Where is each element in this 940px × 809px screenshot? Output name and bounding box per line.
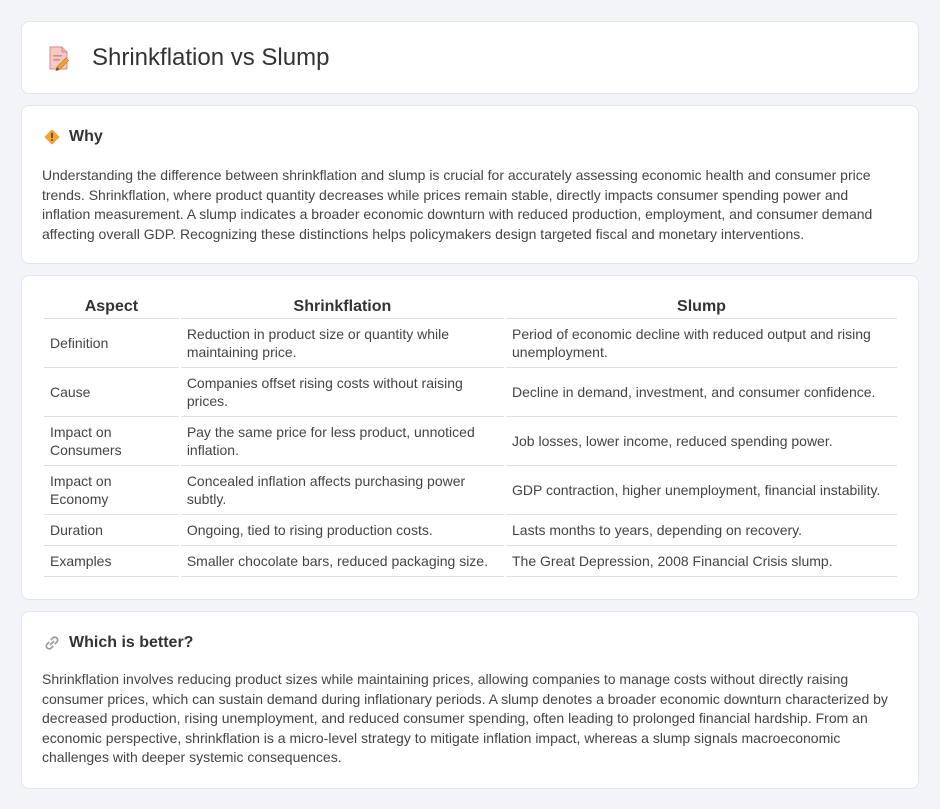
slump-cell: Lasts months to years, depending on recovery. [506, 515, 897, 546]
table-row [44, 466, 897, 515]
why-heading-row [43, 128, 103, 146]
diamond-warning-icon [43, 128, 61, 146]
shrinkflation-cell: Companies offset rising costs without raising prices. [181, 368, 504, 417]
aspect-cell: Impact on Consumers [44, 417, 179, 466]
aspect-cell: Duration [44, 515, 179, 546]
table-row [44, 417, 897, 466]
better-heading-row [43, 634, 193, 652]
title-row [48, 44, 329, 72]
table-row [44, 515, 897, 546]
slump-cell: GDP contraction, higher unemployment, financial instability. [506, 466, 897, 515]
title-card [21, 21, 919, 94]
aspect-cell: Examples [44, 546, 179, 577]
column-header-shrinkflation: Shrinkflation [181, 297, 504, 319]
link-icon [43, 634, 61, 652]
better-body: Shrinkflation involves reducing product sizes while maintaining prices, allowing companies to manage costs without directly raising consumer prices, which can sustain demand during inflationary periods. A slump denotes a broader economic downturn characterized by decreased production, rising unemployment, and reduced consumer spending, often leading to prolonged financial hardship. From an economic perspective, shrinkflation is a micro-level strategy to mitigate inflation impact, whereas a slump signals macroeconomic challenges with deeper systemic consequences. [42, 671, 888, 765]
slump-cell: Decline in demand, investment, and consumer confidence. [506, 368, 897, 417]
shrinkflation-cell: Smaller chocolate bars, reduced packaging size. [181, 546, 504, 577]
aspect-cell: Impact on Economy [44, 466, 179, 515]
table-row [44, 546, 897, 577]
shrinkflation-cell: Ongoing, tied to rising production costs. [181, 515, 504, 546]
better-heading: Which is better? [69, 634, 194, 651]
table-row [44, 319, 897, 368]
page-title: Shrinkflation vs Slump [92, 44, 330, 71]
slump-cell: Job losses, lower income, reduced spending power. [506, 417, 897, 466]
why-heading: Why [69, 128, 103, 145]
table-row [44, 368, 897, 417]
comparison-table [42, 297, 899, 577]
which-is-better-section [21, 611, 919, 789]
slump-cell: The Great Depression, 2008 Financial Crisis slump. [506, 546, 897, 577]
column-header-aspect: Aspect [44, 297, 179, 319]
slump-cell: Period of economic decline with reduced output and rising unemployment. [506, 319, 897, 368]
shrinkflation-cell: Pay the same price for less product, unnoticed inflation. [181, 417, 504, 466]
table-header-row [44, 297, 897, 319]
document-pencil-icon [48, 45, 70, 71]
why-body: Understanding the difference between shrinkflation and slump is crucial for accurately assessing economic health and consumer price trends. Shrinkflation, where product quantity decreases while prices remain stable, directly impacts consumer spending power and inflation measurement. A slump indicates a broader economic downturn with reduced production, employment, and consumer demand affecting overall GDP. Recognizing these distinctions helps policymakers design targeted fiscal and monetary interventions. [42, 167, 873, 242]
column-header-slump: Slump [506, 297, 897, 319]
aspect-cell: Definition [44, 319, 179, 368]
aspect-cell: Cause [44, 368, 179, 417]
why-section [21, 105, 919, 264]
shrinkflation-cell: Reduction in product size or quantity while maintaining price. [181, 319, 504, 368]
comparison-section [21, 275, 919, 600]
shrinkflation-cell: Concealed inflation affects purchasing power subtly. [181, 466, 504, 515]
